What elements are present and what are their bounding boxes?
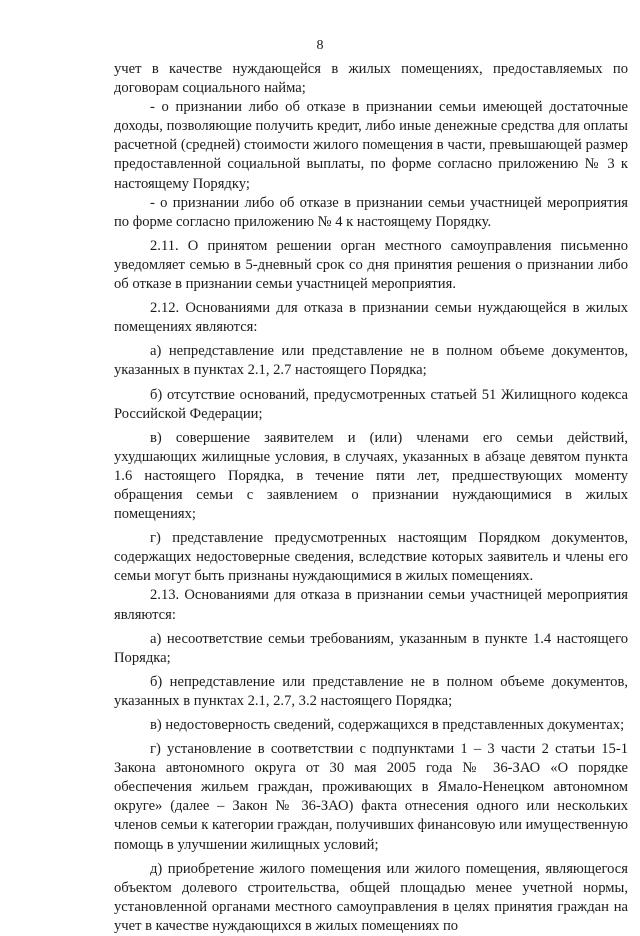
paragraph: г) представление предусмотренных настоящим Порядком документов, содержащих недостоверные сведения, вследствие которых заявитель и члены его семьи могут быть признаны нуждающимися в жилых помещениях.: [114, 530, 628, 585]
paragraph: в) недостоверность сведений, содержащихся в представленных документах;: [150, 717, 625, 733]
paragraph: д) приобретение жилого помещения или жилого помещения, являющегося объектом долевого строительства, общей площадью менее учетной нормы, установленной органами местного самоуправления в целях принятия граждан на учет в качестве нуждающихся в жилых помещениях по: [114, 860, 628, 934]
paragraph: 2.11. О принятом решении орган местного самоуправления письменно уведомляет семью в 5-дневный срок со дня принятия решения о признании либо об отказе в признании семьи участницей мероприятия.: [114, 237, 628, 293]
paragraph: б) непредставление или представление не в полном объеме документов, указанных в пунктах 2.1, 2.7, 3.2 настоящего Порядка;: [114, 673, 628, 709]
paragraph: - о признании либо об отказе в признании семьи имеющей достаточные доходы, позволяющие получить кредит, либо иные денежные средства для оплаты расчетной (средней) стоимости жилого помещения в части, превышающей размер предоставленной социальной выплаты, по форме согласно приложению № 3 к настоящему Порядку;: [114, 99, 628, 192]
paragraph: учет в качестве нуждающейся в жилых помещениях, предоставляемых по договорам социального найма;: [114, 61, 628, 97]
page-number: 8: [316, 38, 324, 53]
paragraph: а) непредставление или представление не в полном объеме документов, указанных в пунктах 2.1, 2.7 настоящего Порядка;: [114, 343, 628, 379]
paragraph: в) совершение заявителем и (или) членами его семьи действий, ухудшающих жилищные условия, в случаях, указанных в абзаце девятом пункта 1.6 настоящего Порядка, в течение пяти лет, предшествующих моменту обращения семьи с заявлением о признании нуждающимися в жилых помещениях;: [114, 429, 628, 523]
paragraph: г) установление в соответствии с подпунктами 1 – 3 части 2 статьи 15-1 Закона автономного округа от 30 мая 2005 года № 36-ЗАО «О порядке обеспечения жильем граждан, проживающих в Ямало-Ненецком автономном округе» (далее – Закон № 36-ЗАО) факта отнесения одного или нескольких членов семьи к категории граждан, получивших финансовую или имущественную помощь в улучшении жилищных условий;: [114, 741, 628, 853]
paragraph: 2.12. Основаниями для отказа в признании семьи нуждающейся в жилых помещениях являются:: [114, 300, 628, 336]
paragraph: б) отсутствие оснований, предусмотренных статьей 51 Жилищного кодекса Российской Федерации;: [114, 386, 628, 422]
paragraph: - о признании либо об отказе в признании семьи участницей мероприятия по форме согласно приложению № 4 к настоящему Порядку.: [114, 194, 628, 230]
paragraph: 2.13. Основаниями для отказа в признании семьи участницей мероприятия являются:: [114, 587, 628, 623]
paragraph: а) несоответствие семьи требованиям, указанным в пункте 1.4 настоящего Порядка;: [114, 630, 628, 666]
document-body: [114, 60, 628, 936]
